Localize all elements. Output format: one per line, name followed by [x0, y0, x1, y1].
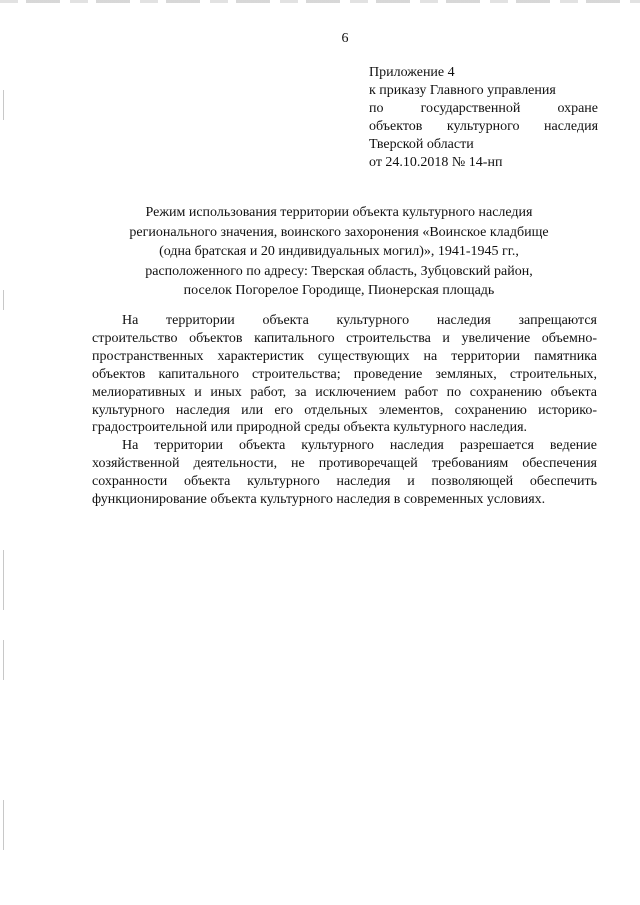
appendix-line: Приложение 4 [369, 65, 455, 80]
appendix-date: от 24.10.2018 № 14-нп [369, 155, 503, 170]
appendix-word: наследия [544, 119, 599, 134]
scan-margin-marks [3, 80, 5, 860]
scan-edge-artifact [0, 0, 640, 3]
appendix-line: к приказу Главного управления [369, 83, 556, 98]
title-line: Режим использования территории объекта культурного наследия [145, 205, 533, 220]
paragraph-line: хозяйственной деятельности, не противоречащей требованиям обеспечения [92, 456, 597, 472]
document-body [92, 312, 597, 509]
paragraph-line: функционирование объекта культурного наследия в современных условиях. [92, 492, 546, 508]
paragraph-line: пространственных характеристик существующих на территории памятника [92, 348, 597, 364]
appendix-word: по [369, 101, 384, 116]
appendix-word: государственной [420, 101, 521, 116]
appendix-word: объектов [369, 119, 423, 134]
appendix-word: охране [557, 101, 599, 116]
title-line: поселок Погорелое Городище, Пионерская площадь [183, 283, 495, 298]
title-line: расположенного по адресу: Тверская область, Зубцовский район, [145, 263, 533, 279]
paragraph-line: На территории объекта культурного наследия разрешается ведение [122, 438, 597, 454]
appendix-line: Тверской области [369, 137, 474, 152]
page-number: 6 [341, 31, 349, 46]
paragraph-line: объектов капитального строительства; проведение земляных, строительных, [92, 366, 597, 382]
paragraph-prohibitions [92, 312, 597, 437]
paragraph-line: культурного наследия или его отдельных элементов, сохранению историко- [92, 402, 597, 418]
document-title [104, 203, 574, 301]
paragraph-line: градостроительной или природной среды объекта культурного наследия. [92, 420, 528, 436]
paragraph-line: строительство объектов капитального строительства и увеличение объемно- [92, 330, 597, 346]
title-line: регионального значения, воинского захоронения «Воинское кладбище [129, 224, 549, 240]
appendix-header [369, 64, 598, 172]
title-line: (одна братская и 20 индивидуальных могил)», 1941-1945 гг., [159, 244, 519, 259]
appendix-word: культурного [446, 119, 520, 134]
paragraph-line: сохранности объекта культурного наследия и позволяющей обеспечить [92, 474, 597, 490]
paragraph-line: мелиоративных и иных работ, за исключением работ по сохранению объекта [92, 384, 597, 400]
paragraph-line: На территории объекта культурного наследия запрещаются [122, 313, 597, 328]
paragraph-permissions [92, 437, 597, 509]
appendix-line [369, 100, 598, 118]
appendix-line [369, 118, 598, 136]
